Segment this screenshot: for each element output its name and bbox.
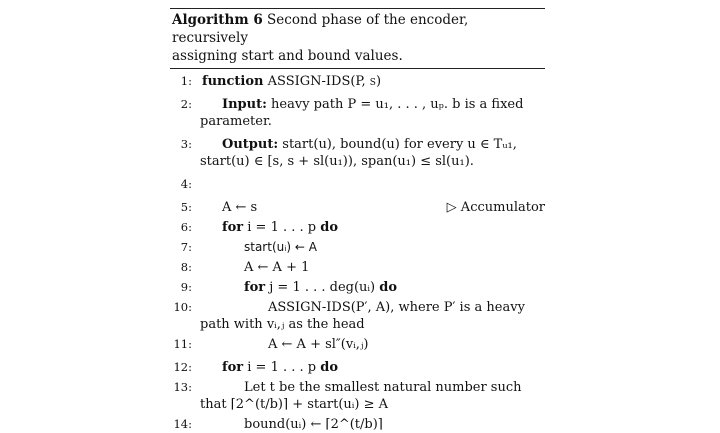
line-number: 5:	[180, 200, 192, 214]
line-number: 8:	[180, 260, 192, 274]
line-text: (P′, A), where P′ is a heavy	[350, 300, 525, 315]
line-text: A ← s	[222, 200, 258, 215]
algo-line-14	[170, 416, 545, 433]
keyword: Output:	[222, 137, 279, 152]
keyword: do	[320, 360, 339, 375]
algo-line-10	[170, 299, 545, 316]
line-text: i = 1 . . . p	[247, 360, 317, 375]
line-text: A ← A + sl″(vᵢ,ⱼ)	[268, 337, 369, 352]
line-number: 2:	[180, 97, 192, 111]
line-text: Let t be the smallest natural number such	[244, 380, 522, 395]
line-number: 3:	[180, 137, 192, 151]
comment-accumulator: ▷ Accumulator	[446, 200, 545, 215]
keyword: for	[222, 360, 244, 375]
line-number: 11:	[173, 337, 192, 351]
algo-line-12	[170, 359, 545, 376]
algo-line-2-cont	[170, 113, 545, 130]
keyword: for	[244, 280, 266, 295]
line-text: start(u), bound(u) for every u ∈ Tᵤ₁,	[282, 137, 517, 152]
algo-line-6	[170, 219, 545, 236]
line-number: 10:	[173, 300, 192, 314]
function-call: ASSIGN-IDS	[268, 300, 351, 315]
line-text: bound(uᵢ) ← ⌈2^(t/b)⌉	[244, 417, 383, 432]
algo-line-2	[170, 96, 545, 113]
algo-line-1	[170, 73, 545, 90]
algo-line-8	[170, 259, 545, 276]
algorithm-caption	[170, 9, 545, 68]
algorithm-block	[170, 8, 545, 433]
caption-text: Second phase of the encoder, recursively	[172, 12, 469, 46]
line-text: j = 1 . . . deg(uᵢ)	[269, 280, 376, 295]
keyword: Input:	[222, 97, 267, 112]
algo-line-9	[170, 279, 545, 296]
line-number: 12:	[173, 360, 192, 374]
keyword: function	[202, 74, 264, 89]
algo-line-10-cont	[170, 316, 545, 333]
keyword: do	[320, 220, 339, 235]
line-text: i = 1 . . . p	[247, 220, 317, 235]
line-number: 13:	[173, 380, 192, 394]
algo-line-3	[170, 136, 545, 153]
line-text: A ← A + 1	[244, 260, 310, 275]
line-number: 14:	[173, 417, 192, 431]
line-number: 9:	[180, 280, 192, 294]
line-number: 6:	[180, 220, 192, 234]
line-text-cont: path with vᵢ,ⱼ as the head	[200, 317, 365, 332]
algo-line-4	[170, 176, 545, 193]
line-text: heavy path P = u₁, . . . , uₚ. b is a fixed	[271, 97, 524, 112]
keyword: do	[379, 280, 398, 295]
line-number: 7:	[180, 240, 192, 254]
algo-line-13	[170, 379, 545, 396]
caption-text-2: assigning start and bound values.	[172, 48, 403, 64]
algo-line-7	[170, 239, 545, 256]
function-signature: ASSIGN-IDS(P, s)	[267, 74, 382, 89]
line-text-cont: start(u) ∈ [s, s + sl(u₁)), span(u₁) ≤ sl(u₁).	[200, 154, 474, 169]
line-number: 4:	[180, 177, 192, 191]
algo-line-3-cont	[170, 153, 545, 170]
algo-line-11	[170, 336, 545, 353]
keyword: for	[222, 220, 244, 235]
line-number: 1:	[180, 74, 192, 88]
algo-line-5	[170, 199, 545, 216]
caption-label: Algorithm 6	[172, 12, 263, 28]
line-text-cont: that ⌈2^(t/b)⌉ + start(uᵢ) ≥ A	[200, 397, 388, 412]
line-text-cont: parameter.	[200, 114, 272, 129]
line-text: start(uᵢ) ← A	[244, 240, 317, 254]
